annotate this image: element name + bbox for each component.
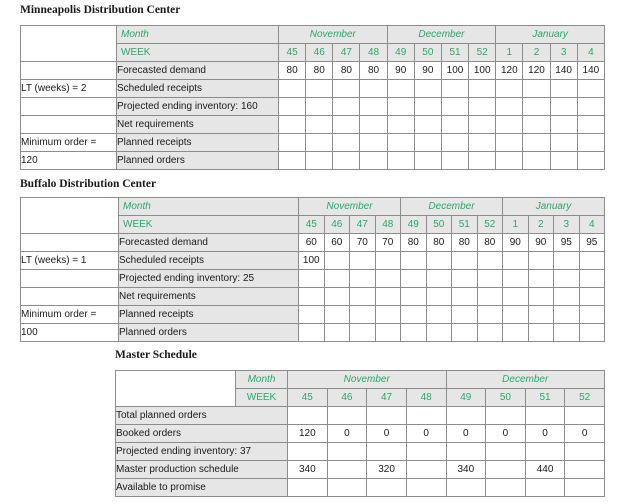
value-cell <box>446 443 486 461</box>
value-cell <box>401 306 427 324</box>
value-cell <box>333 116 360 134</box>
value-cell <box>565 479 605 497</box>
value-cell <box>579 270 605 288</box>
value-cell <box>486 461 526 479</box>
value-cell <box>367 479 407 497</box>
side-note <box>21 234 119 252</box>
month-cell: December <box>401 198 503 216</box>
value-cell <box>350 252 376 270</box>
value-cell <box>426 288 452 306</box>
value-cell <box>375 270 401 288</box>
value-cell: 100 <box>441 62 468 80</box>
month-cell: January <box>503 198 605 216</box>
value-cell: 90 <box>528 234 554 252</box>
value-cell: 80 <box>401 234 427 252</box>
value-cell: 80 <box>333 62 360 80</box>
value-cell: 0 <box>327 425 367 443</box>
value-cell <box>523 134 550 152</box>
value-cell: 0 <box>367 425 407 443</box>
value-cell <box>579 324 605 342</box>
value-cell <box>401 324 427 342</box>
value-cell <box>528 252 554 270</box>
week-cell: 45 <box>288 389 328 407</box>
value-cell: 120 <box>496 62 523 80</box>
value-cell <box>306 116 333 134</box>
week-cell: 50 <box>414 44 441 62</box>
data-row <box>21 288 605 306</box>
value-cell <box>299 270 325 288</box>
value-cell: 0 <box>446 425 486 443</box>
value-cell <box>426 252 452 270</box>
value-cell <box>387 98 414 116</box>
value-cell <box>550 134 577 152</box>
value-cell: 120 <box>523 62 550 80</box>
value-cell <box>446 407 486 425</box>
data-row <box>116 443 605 461</box>
value-cell: 100 <box>299 252 325 270</box>
value-cell <box>469 134 496 152</box>
value-cell <box>279 134 306 152</box>
value-cell <box>469 152 496 170</box>
value-cell <box>523 98 550 116</box>
value-cell <box>288 443 328 461</box>
value-cell <box>579 288 605 306</box>
side-note: LT (weeks) = 1 <box>21 252 119 270</box>
value-cell <box>486 407 526 425</box>
value-cell <box>469 80 496 98</box>
week-cell: 51 <box>525 389 565 407</box>
value-cell <box>406 443 446 461</box>
value-cell <box>550 116 577 134</box>
value-cell <box>333 134 360 152</box>
value-cell <box>446 479 486 497</box>
value-cell <box>550 98 577 116</box>
month-cell: November <box>288 371 447 389</box>
value-cell <box>477 324 503 342</box>
value-cell <box>360 80 387 98</box>
side-note: 120 <box>21 152 117 170</box>
data-row <box>21 116 605 134</box>
row-label: Projected ending inventory: 25 <box>119 270 299 288</box>
data-row <box>116 407 605 425</box>
month-header-row <box>21 26 605 44</box>
value-cell <box>523 80 550 98</box>
side-note: Minimum order = <box>21 134 117 152</box>
value-cell <box>528 306 554 324</box>
value-cell: 95 <box>554 234 580 252</box>
value-cell <box>550 80 577 98</box>
value-cell <box>279 80 306 98</box>
row-label: Projected ending inventory: 37 <box>116 443 288 461</box>
row-label: Planned receipts <box>117 134 279 152</box>
side-note: LT (weeks) = 2 <box>21 80 117 98</box>
value-cell <box>477 306 503 324</box>
row-label: Forecasted demand <box>119 234 299 252</box>
value-cell <box>350 306 376 324</box>
value-cell <box>577 134 604 152</box>
value-cell <box>299 288 325 306</box>
value-cell: 80 <box>452 234 478 252</box>
data-row <box>21 252 605 270</box>
month-label: Month <box>236 371 288 389</box>
month-header-row <box>21 198 605 216</box>
value-cell: 80 <box>306 62 333 80</box>
value-cell: 0 <box>406 425 446 443</box>
week-cell: 2 <box>523 44 550 62</box>
value-cell: 0 <box>525 425 565 443</box>
value-cell <box>406 461 446 479</box>
buffalo-table <box>20 197 605 342</box>
value-cell <box>565 407 605 425</box>
value-cell <box>496 152 523 170</box>
row-label: Booked orders <box>116 425 288 443</box>
value-cell: 80 <box>426 234 452 252</box>
week-cell: 4 <box>579 216 605 234</box>
week-cell: 48 <box>375 216 401 234</box>
week-label: WEEK <box>119 216 299 234</box>
week-cell: 50 <box>426 216 452 234</box>
value-cell <box>523 152 550 170</box>
value-cell <box>360 98 387 116</box>
value-cell <box>452 252 478 270</box>
week-cell: 49 <box>401 216 427 234</box>
row-label: Planned orders <box>119 324 299 342</box>
value-cell: 90 <box>387 62 414 80</box>
row-label: Total planned orders <box>116 407 288 425</box>
value-cell <box>554 306 580 324</box>
week-cell: 50 <box>486 389 526 407</box>
value-cell <box>554 288 580 306</box>
value-cell <box>375 288 401 306</box>
month-label: Month <box>119 198 299 216</box>
side-note <box>21 62 117 80</box>
value-cell: 100 <box>469 62 496 80</box>
week-cell: 47 <box>333 44 360 62</box>
value-cell <box>441 152 468 170</box>
value-cell: 80 <box>477 234 503 252</box>
value-cell: 340 <box>288 461 328 479</box>
data-row <box>21 80 605 98</box>
data-row <box>21 270 605 288</box>
value-cell <box>579 252 605 270</box>
row-label: Planned receipts <box>119 306 299 324</box>
week-cell: 3 <box>554 216 580 234</box>
value-cell <box>401 270 427 288</box>
row-label: Net requirements <box>119 288 299 306</box>
value-cell <box>299 324 325 342</box>
week-cell: 48 <box>406 389 446 407</box>
value-cell <box>441 80 468 98</box>
minneapolis-table <box>20 25 605 170</box>
value-cell <box>367 407 407 425</box>
value-cell <box>550 152 577 170</box>
row-label: Available to promise <box>116 479 288 497</box>
week-cell: 3 <box>550 44 577 62</box>
data-row <box>21 234 605 252</box>
value-cell <box>360 134 387 152</box>
value-cell <box>469 116 496 134</box>
value-cell <box>577 80 604 98</box>
value-cell <box>452 324 478 342</box>
value-cell <box>414 98 441 116</box>
value-cell <box>528 288 554 306</box>
data-row <box>21 324 605 342</box>
value-cell <box>503 306 529 324</box>
week-cell: 52 <box>469 44 496 62</box>
minneapolis-title: Minneapolis Distribution Center <box>20 4 181 16</box>
value-cell <box>477 270 503 288</box>
value-cell: 70 <box>350 234 376 252</box>
value-cell <box>486 479 526 497</box>
value-cell <box>306 152 333 170</box>
value-cell: 80 <box>360 62 387 80</box>
value-cell <box>406 479 446 497</box>
master-title: Master Schedule <box>115 349 197 361</box>
master-schedule-table <box>115 370 605 497</box>
month-cell: November <box>279 26 388 44</box>
value-cell <box>333 98 360 116</box>
value-cell <box>525 443 565 461</box>
value-cell: 70 <box>375 234 401 252</box>
week-cell: 48 <box>360 44 387 62</box>
value-cell <box>565 461 605 479</box>
value-cell: 320 <box>367 461 407 479</box>
value-cell <box>375 252 401 270</box>
value-cell <box>426 324 452 342</box>
value-cell <box>306 80 333 98</box>
month-cell: December <box>387 26 496 44</box>
value-cell <box>279 152 306 170</box>
value-cell <box>279 98 306 116</box>
value-cell <box>387 116 414 134</box>
month-cell: November <box>299 198 401 216</box>
side-note: Minimum order = <box>21 306 119 324</box>
value-cell <box>554 252 580 270</box>
week-cell: 51 <box>441 44 468 62</box>
value-cell <box>452 270 478 288</box>
value-cell <box>401 252 427 270</box>
value-cell <box>401 288 427 306</box>
value-cell <box>528 324 554 342</box>
value-cell <box>324 252 350 270</box>
value-cell <box>441 116 468 134</box>
value-cell <box>496 80 523 98</box>
buffalo-title: Buffalo Distribution Center <box>20 178 157 190</box>
value-cell <box>360 116 387 134</box>
value-cell <box>288 479 328 497</box>
value-cell <box>324 270 350 288</box>
value-cell <box>327 443 367 461</box>
week-cell: 1 <box>503 216 529 234</box>
week-label: WEEK <box>117 44 279 62</box>
week-label: WEEK <box>236 389 288 407</box>
week-cell: 49 <box>387 44 414 62</box>
value-cell <box>554 270 580 288</box>
week-cell: 49 <box>446 389 486 407</box>
row-label: Projected ending inventory: 160 <box>117 98 279 116</box>
value-cell: 0 <box>486 425 526 443</box>
value-cell: 140 <box>550 62 577 80</box>
month-header-row <box>116 371 605 389</box>
value-cell: 80 <box>279 62 306 80</box>
row-label: Planned orders <box>117 152 279 170</box>
week-cell: 45 <box>279 44 306 62</box>
value-cell <box>486 443 526 461</box>
value-cell <box>350 324 376 342</box>
value-cell <box>333 152 360 170</box>
week-cell: 46 <box>306 44 333 62</box>
value-cell <box>496 98 523 116</box>
data-row <box>116 461 605 479</box>
value-cell <box>367 443 407 461</box>
value-cell <box>279 116 306 134</box>
week-cell: 4 <box>577 44 604 62</box>
value-cell: 95 <box>579 234 605 252</box>
value-cell: 90 <box>414 62 441 80</box>
value-cell: 60 <box>299 234 325 252</box>
value-cell <box>565 443 605 461</box>
week-cell: 46 <box>324 216 350 234</box>
value-cell <box>496 134 523 152</box>
week-cell: 1 <box>496 44 523 62</box>
value-cell <box>554 324 580 342</box>
side-note <box>21 270 119 288</box>
value-cell <box>477 288 503 306</box>
week-cell: 51 <box>452 216 478 234</box>
value-cell <box>426 270 452 288</box>
data-row <box>21 98 605 116</box>
row-label: Master production schedule <box>116 461 288 479</box>
value-cell <box>375 324 401 342</box>
week-cell: 46 <box>327 389 367 407</box>
value-cell <box>350 288 376 306</box>
value-cell <box>387 152 414 170</box>
value-cell <box>523 116 550 134</box>
value-cell <box>350 270 376 288</box>
value-cell <box>496 116 523 134</box>
side-note <box>21 98 117 116</box>
value-cell <box>414 152 441 170</box>
value-cell <box>452 306 478 324</box>
value-cell <box>503 270 529 288</box>
week-cell: 45 <box>299 216 325 234</box>
value-cell <box>414 134 441 152</box>
week-cell: 2 <box>528 216 554 234</box>
week-cell: 47 <box>350 216 376 234</box>
value-cell <box>441 134 468 152</box>
value-cell <box>333 80 360 98</box>
corner-blank <box>116 371 236 407</box>
value-cell <box>525 407 565 425</box>
value-cell <box>579 306 605 324</box>
value-cell <box>577 116 604 134</box>
value-cell <box>414 80 441 98</box>
value-cell: 140 <box>577 62 604 80</box>
row-label: Net requirements <box>117 116 279 134</box>
month-cell: December <box>446 371 605 389</box>
data-row <box>21 62 605 80</box>
value-cell <box>577 98 604 116</box>
value-cell <box>469 98 496 116</box>
row-label: Scheduled receipts <box>117 80 279 98</box>
row-label: Forecasted demand <box>117 62 279 80</box>
value-cell <box>327 407 367 425</box>
value-cell <box>327 461 367 479</box>
value-cell: 0 <box>565 425 605 443</box>
row-label: Scheduled receipts <box>119 252 299 270</box>
data-row <box>21 134 605 152</box>
value-cell: 120 <box>288 425 328 443</box>
value-cell: 60 <box>324 234 350 252</box>
value-cell <box>360 152 387 170</box>
corner-blank <box>21 198 119 234</box>
value-cell <box>441 98 468 116</box>
month-label: Month <box>117 26 279 44</box>
value-cell <box>327 479 367 497</box>
value-cell <box>503 252 529 270</box>
week-cell: 52 <box>565 389 605 407</box>
value-cell <box>577 152 604 170</box>
value-cell: 440 <box>525 461 565 479</box>
value-cell <box>452 288 478 306</box>
value-cell <box>525 479 565 497</box>
data-row <box>21 306 605 324</box>
value-cell <box>299 306 325 324</box>
value-cell <box>387 80 414 98</box>
week-cell: 47 <box>367 389 407 407</box>
value-cell <box>426 306 452 324</box>
data-row <box>116 425 605 443</box>
value-cell <box>324 306 350 324</box>
value-cell <box>406 407 446 425</box>
value-cell <box>288 407 328 425</box>
data-row <box>21 152 605 170</box>
value-cell <box>306 134 333 152</box>
side-note <box>21 288 119 306</box>
data-row <box>116 479 605 497</box>
value-cell <box>324 288 350 306</box>
value-cell <box>306 98 333 116</box>
value-cell <box>503 288 529 306</box>
side-note <box>21 116 117 134</box>
week-cell: 52 <box>477 216 503 234</box>
value-cell <box>414 116 441 134</box>
value-cell <box>324 324 350 342</box>
side-note: 100 <box>21 324 119 342</box>
value-cell <box>387 134 414 152</box>
value-cell <box>375 306 401 324</box>
month-cell: January <box>496 26 605 44</box>
corner-blank <box>21 26 117 62</box>
value-cell <box>528 270 554 288</box>
value-cell <box>477 252 503 270</box>
value-cell: 90 <box>503 234 529 252</box>
value-cell: 340 <box>446 461 486 479</box>
value-cell <box>503 324 529 342</box>
